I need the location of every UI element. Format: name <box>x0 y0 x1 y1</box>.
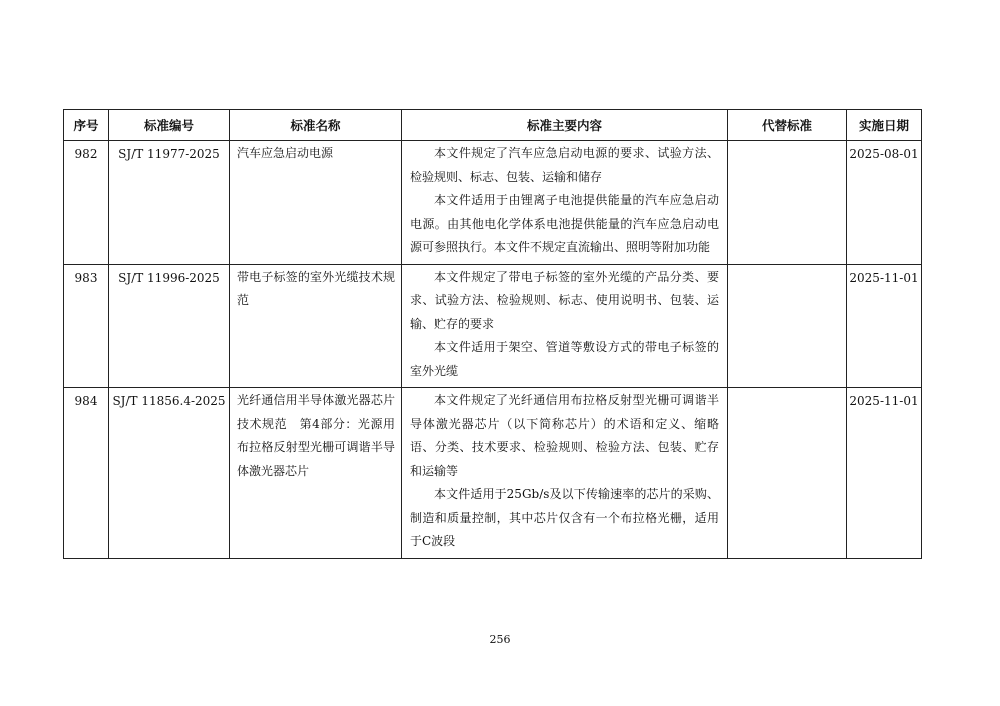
content-paragraph: 本文件规定了光纤通信用布拉格反射型光栅可调谐半导体激光器芯片（以下简称芯片）的术语和定义、缩略语、分类、技术要求、检验规则、检验方法、包装、贮存和运输等 <box>410 393 719 478</box>
row-seq: 983 <box>64 264 109 388</box>
content-paragraph: 本文件规定了带电子标签的室外光缆的产品分类、要求、试验方法、检验规则、标志、使用说明书、包装、运输、贮存的要求 <box>410 269 719 331</box>
row-replaces <box>728 264 847 388</box>
row-code: SJ/T 11977-2025 <box>109 141 230 265</box>
row-name: 带电子标签的室外光缆技术规范 <box>230 264 402 388</box>
row-code: SJ/T 11856.4-2025 <box>109 388 230 559</box>
row-name: 汽车应急启动电源 <box>230 141 402 265</box>
content-paragraph: 本文件规定了汽车应急启动电源的要求、试验方法、检验规则、标志、包装、运输和储存 <box>410 146 719 184</box>
row-date: 2025-11-01 <box>847 388 922 559</box>
header-name: 标准名称 <box>230 110 402 141</box>
standards-table <box>63 109 922 559</box>
row-replaces <box>728 388 847 559</box>
row-replaces <box>728 141 847 265</box>
table-row <box>64 264 922 388</box>
row-content <box>402 141 728 265</box>
table-row <box>64 388 922 559</box>
row-seq: 984 <box>64 388 109 559</box>
header-date: 实施日期 <box>847 110 922 141</box>
header-content: 标准主要内容 <box>402 110 728 141</box>
header-seq: 序号 <box>64 110 109 141</box>
row-name: 光纤通信用半导体激光器芯片技术规范 第4部分：光源用布拉格反射型光栅可调谐半导体激光器芯片 <box>230 388 402 559</box>
page-number: 256 <box>489 633 511 646</box>
table-row <box>64 141 922 265</box>
header-replaces: 代替标准 <box>728 110 847 141</box>
row-date: 2025-08-01 <box>847 141 922 265</box>
content-paragraph: 本文件适用于由锂离子电池提供能量的汽车应急启动电源。由其他电化学体系电池提供能量的汽车应急启动电源可参照执行。本文件不规定直流输出、照明等附加功能 <box>410 193 719 254</box>
header-code: 标准编号 <box>109 110 230 141</box>
row-content <box>402 264 728 388</box>
table-header-row <box>64 110 922 141</box>
content-paragraph: 本文件适用于25Gb/s及以下传输速率的芯片的采购、制造和质量控制，其中芯片仅含有一个布拉格光栅，适用于C波段 <box>410 487 719 548</box>
row-date: 2025-11-01 <box>847 264 922 388</box>
row-content <box>402 388 728 559</box>
row-seq: 982 <box>64 141 109 265</box>
content-paragraph: 本文件适用于架空、管道等敷设方式的带电子标签的室外光缆 <box>410 340 719 378</box>
row-code: SJ/T 11996-2025 <box>109 264 230 388</box>
